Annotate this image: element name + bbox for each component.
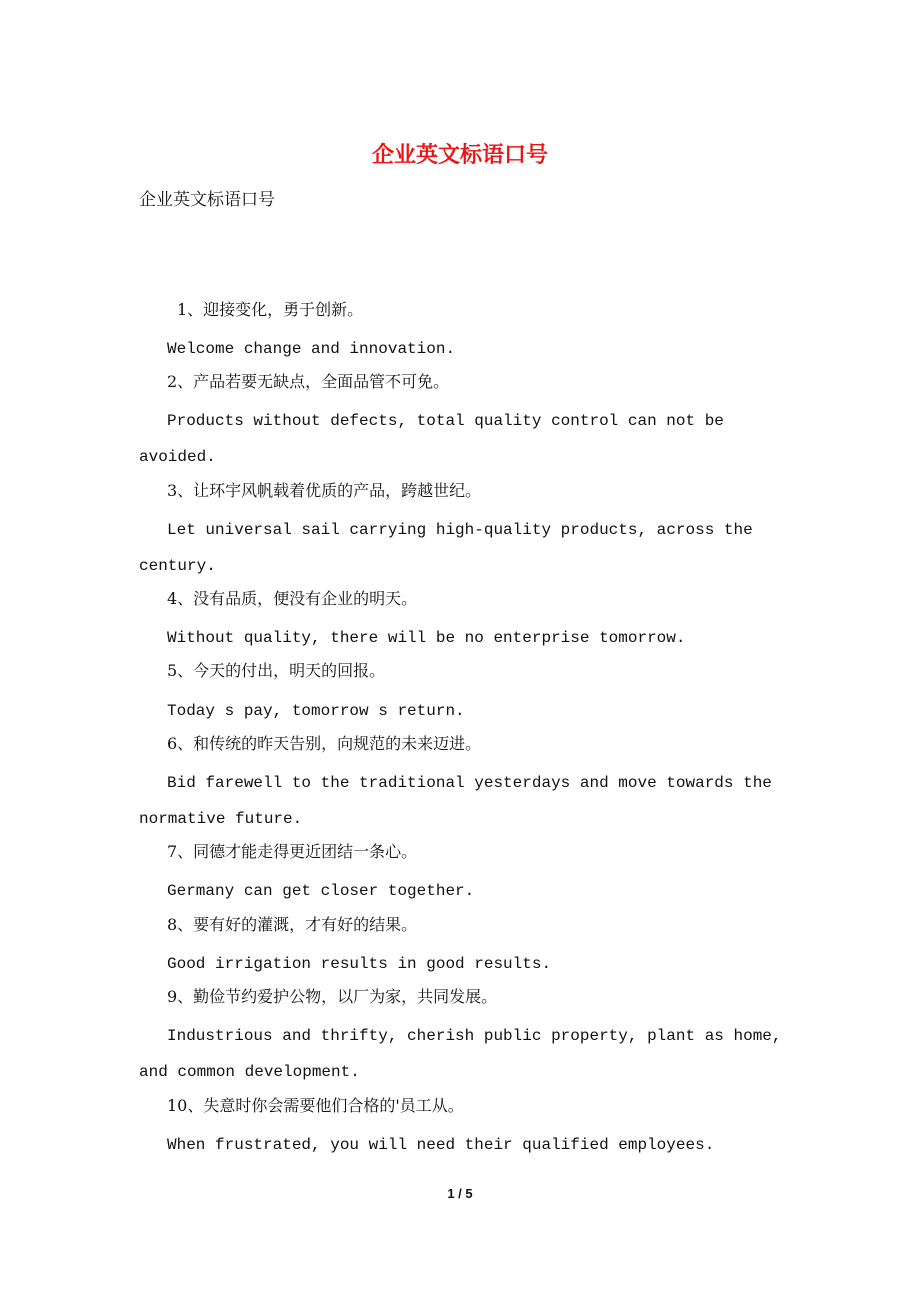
slogan-zh-3: 3、让环宇风帆载着优质的产品，跨越世纪。 xyxy=(167,481,482,500)
slogan-en-1: Welcome change and innovation. xyxy=(167,340,456,358)
slogan-en-4: Without quality, there will be no enterprise tomorrow. xyxy=(167,629,686,647)
slogan-zh-5: 5、今天的付出，明天的回报。 xyxy=(167,661,386,680)
slogan-en-7: Germany can get closer together. xyxy=(167,882,475,900)
page-indicator: 1 / 5 xyxy=(447,1186,473,1201)
slogan-en-6: Bid farewell to the traditional yesterdays and move towards the xyxy=(167,774,772,792)
slogan-en-9-cont: and common development. xyxy=(139,1063,360,1081)
slogan-en-5: Today s pay, tomorrow s return. xyxy=(167,702,465,720)
document-subtitle: 企业英文标语口号 xyxy=(139,190,275,210)
slogan-en-6-cont: normative future. xyxy=(139,810,303,828)
slogan-en-2: Products without defects, total quality control can not be xyxy=(167,412,724,430)
slogan-zh-2: 2、产品若要无缺点，全面品管不可免。 xyxy=(167,372,450,391)
slogan-en-10: When frustrated, you will need their qualified employees. xyxy=(167,1136,715,1154)
slogan-zh-6: 6、和传统的昨天告别，向规范的未来迈进。 xyxy=(167,734,482,753)
slogan-zh-7: 7、同德才能走得更近团结一条心。 xyxy=(167,842,418,861)
slogan-en-3-cont: century. xyxy=(139,557,216,575)
slogan-en-3: Let universal sail carrying high-quality products, across the xyxy=(167,521,753,539)
slogan-en-8: Good irrigation results in good results. xyxy=(167,955,552,973)
document-title: 企业英文标语口号 xyxy=(371,142,548,168)
slogan-zh-10: 10、失意时你会需要他们合格的'员工从。 xyxy=(167,1096,464,1115)
slogan-zh-9: 9、勤俭节约爱护公物，以厂为家，共同发展。 xyxy=(167,987,498,1006)
slogan-zh-4: 4、没有品质，便没有企业的明天。 xyxy=(167,589,418,608)
slogan-en-9: Industrious and thrifty, cherish public property, plant as home, xyxy=(167,1027,782,1045)
slogan-zh-8: 8、要有好的灌溉，才有好的结果。 xyxy=(167,915,418,934)
slogan-en-2-cont: avoided. xyxy=(139,448,216,466)
slogan-zh-1: 1、迎接变化，勇于创新。 xyxy=(177,300,364,319)
